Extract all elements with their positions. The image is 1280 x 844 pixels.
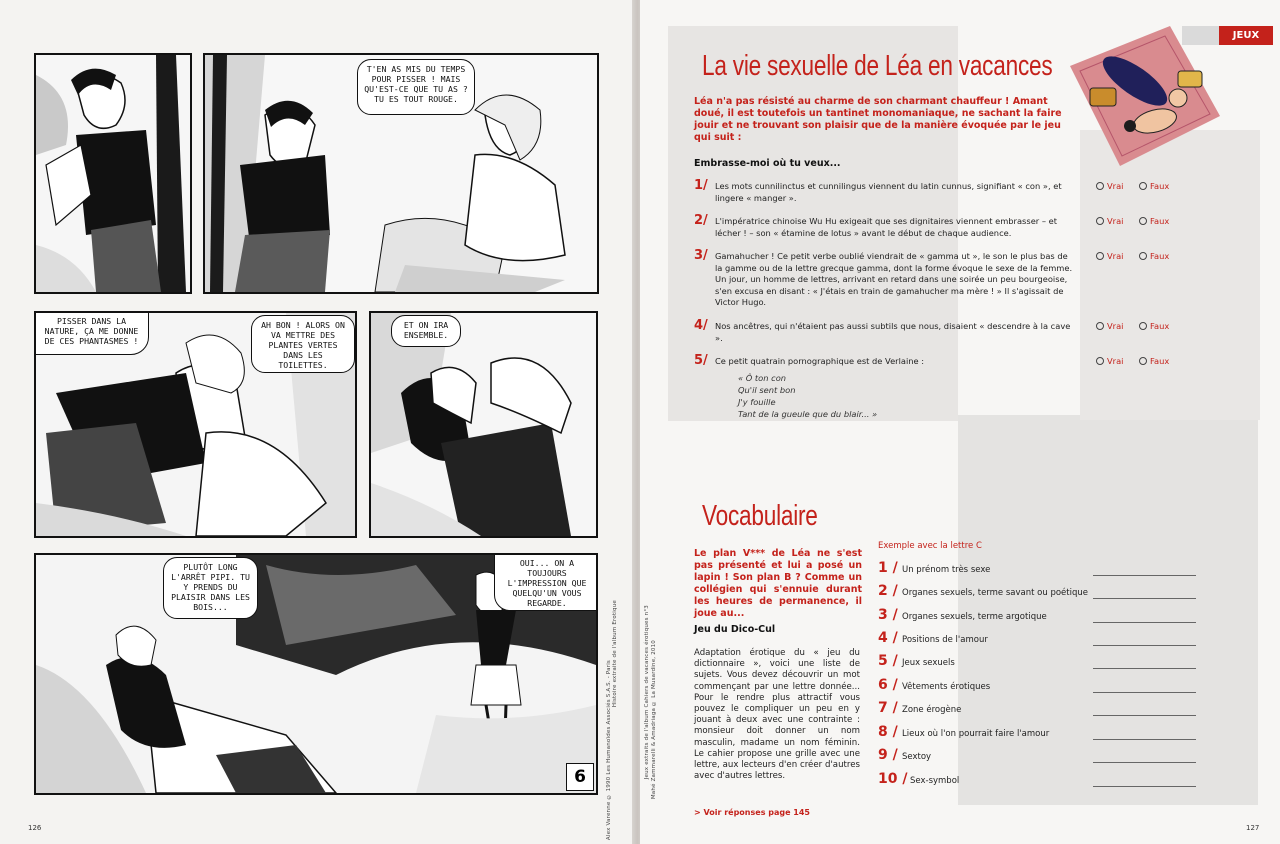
article-title: La vie sexuelle de Léa en vacances [702, 50, 1053, 82]
speech-balloon: OUI... ON A TOUJOURS L'IMPRESSION QUE QUELQU'UN VOUS REGARDE. [494, 553, 598, 611]
speech-balloon: ET ON IRA ENSEMBLE. [391, 315, 461, 347]
answer-line[interactable] [1093, 575, 1196, 576]
question-text: Les mots cunnilinctus et cunnilingus viennent du latin cunnus, signifiant « con », et lingere « manger ». [715, 181, 1062, 203]
option-label: Vrai [1107, 251, 1124, 261]
speech-balloon: T'EN AS MIS DU TEMPS POUR PISSER ! MAIS QU'EST-CE QUE TU AS ? TU ES TOUT ROUGE. [357, 59, 475, 115]
vocab-number: 8 / [878, 724, 898, 740]
vocab-row-7[interactable] [878, 700, 1198, 720]
quatrain-line: Tant de la gueule que du blair... » [738, 409, 878, 419]
option-false-1[interactable] [1139, 181, 1169, 191]
vocab-row-4[interactable] [878, 630, 1198, 650]
option-label: Vrai [1107, 216, 1124, 226]
question-number: 1/ [694, 178, 708, 193]
option-true-5[interactable] [1096, 356, 1123, 366]
credit-line: Mahé Zammarelli & Amadriaga © La Musardine, 2010 [651, 640, 657, 800]
article-intro: Léa n'a pas résisté au charme de son charmant chauffeur ! Amant doué, il est toutefois un tantinet monomaniaque, ne sachant la faire jouir et ne trouvant son plaisir que de la manière évoquée par le jeu qui suit : [694, 96, 1062, 143]
option-false-3[interactable] [1139, 251, 1169, 261]
vocab-intro: Le plan V*** de Léa ne s'est pas présenté et lui a posé un lapin ! Son plan B ? Comme un collégien qui s'ennuie durant les heures de permanence, il joue au... [694, 548, 862, 619]
vocab-number: 2 / [878, 583, 898, 599]
option-label: Faux [1150, 356, 1170, 366]
option-label: Faux [1150, 216, 1170, 226]
question-text: L'impératrice chinoise Wu Hu exigeait que ses dignitaires viennent embrasser – et lécher ! – son « étamine de lotus » avant le début de chaque audience. [715, 216, 1057, 238]
option-label: Vrai [1107, 356, 1124, 366]
vocab-row-1[interactable] [878, 560, 1198, 580]
quiz-heading: Embrasse-moi où tu veux... [694, 158, 841, 169]
radio-circle-icon [1139, 357, 1147, 365]
radio-circle-icon [1096, 357, 1104, 365]
quatrain-line: J'y fouille [738, 397, 776, 407]
option-true-2[interactable] [1096, 216, 1123, 226]
section-tab-jeux: JEUX [1219, 26, 1273, 45]
question-text: Nos ancêtres, qui n'étaient pas aussi subtils que nous, disaient « descendre à la cave ». [715, 321, 1071, 343]
option-false-5[interactable] [1139, 356, 1169, 366]
radio-circle-icon [1096, 182, 1104, 190]
vocab-number: 3 / [878, 607, 898, 623]
vocab-label: Jeux sexuels [902, 658, 955, 668]
radio-circle-icon [1139, 252, 1147, 260]
vocab-label: Organes sexuels, terme argotique [902, 612, 1047, 622]
vocab-number: 9 / [878, 747, 898, 763]
vocab-title: Vocabulaire [702, 500, 818, 532]
answers-link[interactable]: > Voir réponses page 145 [694, 808, 810, 817]
vocab-row-10[interactable] [878, 771, 1198, 791]
vocab-row-9[interactable] [878, 747, 1198, 767]
comic-panel-2 [203, 53, 599, 294]
radio-circle-icon [1096, 322, 1104, 330]
question-text: Gamahucher ! Ce petit verbe oublié viendrait de « gamma ut », le son le plus bas de la gamme ou de la lettre grecque gamma, dont la forme évoque le sexe de la femme. Un jour, un homme de lettres, arrivant en retard dans une soirée un peu bourgeoise, s'en excusa en disant : « J'étais en train de gamahucher ma mère ! » Il s'agissait de Victor Hugo. [715, 251, 1073, 307]
option-label: Faux [1150, 321, 1170, 331]
question-number: 5/ [694, 353, 708, 368]
option-label: Vrai [1107, 181, 1124, 191]
vocab-label: Positions de l'amour [902, 635, 988, 645]
vocab-number: 4 / [878, 630, 898, 646]
panel-1-artwork [36, 55, 190, 292]
vocab-number: 6 / [878, 677, 898, 693]
answer-line[interactable] [1093, 622, 1196, 623]
radio-circle-icon [1139, 217, 1147, 225]
vocab-body: Adaptation érotique du « jeu du dictionnaire », voici une liste de sujets. Vous devez découvrir un mot commençant par une lettre donnée... Pour le rendre plus attractif vous pouvez le compliquer un peu en y jouant à deux avec une contrainte : monsieur doit donner un nom masculin, madame un nom féminin. Le cahier propose une grille avec une lettre, aux lecteurs d'en créer d'autres avec d'autres lettres. [694, 648, 860, 782]
option-true-4[interactable] [1096, 321, 1123, 331]
credit-line: Jeux extraits de l'album Cahiers de vacances érotiques n°3 [644, 605, 650, 780]
radio-circle-icon [1139, 182, 1147, 190]
vocab-label: Organes sexuels, terme savant ou poétique [902, 588, 1088, 598]
vocab-row-2[interactable] [878, 583, 1198, 603]
vocab-row-6[interactable] [878, 677, 1198, 697]
answer-line[interactable] [1093, 715, 1196, 716]
background-block [1080, 130, 1260, 420]
credit-line: Alex Varenne © 1990 Les Humanoïdes Associés S.A.S. - Paris [606, 660, 612, 841]
answer-line[interactable] [1093, 762, 1196, 763]
radio-circle-icon [1139, 322, 1147, 330]
speech-balloon: AH BON ! ALORS ON VA METTRE DES PLANTES VERTES DANS LES TOILETTES. [251, 315, 355, 373]
panel-number-badge: 6 [566, 763, 594, 791]
answer-line[interactable] [1093, 645, 1196, 646]
quatrain-line: « Ô ton con [738, 373, 787, 383]
right-page-games [640, 0, 1280, 844]
comic-panel-1 [34, 53, 192, 294]
option-false-4[interactable] [1139, 321, 1169, 331]
quatrain-line: Qu'il sent bon [738, 385, 796, 395]
question-number: 2/ [694, 213, 708, 228]
vocab-label: Un prénom très sexe [902, 565, 991, 575]
vocab-number: 5 / [878, 653, 898, 669]
example-label: Exemple avec la lettre C [878, 541, 982, 551]
vocab-row-5[interactable] [878, 653, 1198, 673]
speech-balloon: PISSER DANS LA NATURE, ÇA ME DONNE DE CES PHANTASMES ! [34, 311, 149, 355]
vocab-label: Sex-symbol [910, 776, 960, 786]
answer-line[interactable] [1093, 786, 1196, 787]
comic-panel-5 [34, 553, 598, 795]
option-label: Faux [1150, 251, 1170, 261]
vocab-game-heading: Jeu du Dico-Cul [694, 624, 776, 635]
picnic-illustration [1060, 26, 1220, 166]
vocab-number: 1 / [878, 560, 898, 576]
speech-balloon: PLUTÔT LONG L'ARRÊT PIPI. TU Y PRENDS DU PLAISIR DANS LES BOIS... [163, 557, 258, 619]
option-true-3[interactable] [1096, 251, 1123, 261]
option-label: Faux [1150, 181, 1170, 191]
vocab-label: Vêtements érotiques [902, 682, 991, 692]
page-number-left: 126 [28, 824, 42, 832]
vocab-label: Zone érogène [902, 705, 962, 715]
vocab-row-8[interactable] [878, 724, 1198, 744]
vocab-row-3[interactable] [878, 607, 1198, 627]
answer-line[interactable] [1093, 598, 1196, 599]
vocab-label: Lieux où l'on pourrait faire l'amour [902, 729, 1050, 739]
radio-circle-icon [1096, 217, 1104, 225]
comic-panel-3 [34, 311, 357, 538]
option-false-2[interactable] [1139, 216, 1169, 226]
vocab-number: 7 / [878, 700, 898, 716]
answer-line[interactable] [1093, 739, 1196, 740]
vocab-label: Sextoy [902, 752, 932, 762]
question-number: 4/ [694, 318, 708, 333]
question-text: Ce petit quatrain pornographique est de Verlaine : [715, 356, 925, 366]
credit-line: Histoire extraite de l'album Erotique [612, 600, 618, 708]
page-number-right: 127 [1246, 824, 1260, 832]
option-label: Vrai [1107, 321, 1124, 331]
vocab-number: 10 / [878, 771, 908, 787]
answer-line[interactable] [1093, 668, 1196, 669]
answer-line[interactable] [1093, 692, 1196, 693]
comic-panel-4 [369, 311, 598, 538]
option-true-1[interactable] [1096, 181, 1123, 191]
left-page-comic [0, 0, 636, 844]
question-number: 3/ [694, 248, 708, 263]
radio-circle-icon [1096, 252, 1104, 260]
